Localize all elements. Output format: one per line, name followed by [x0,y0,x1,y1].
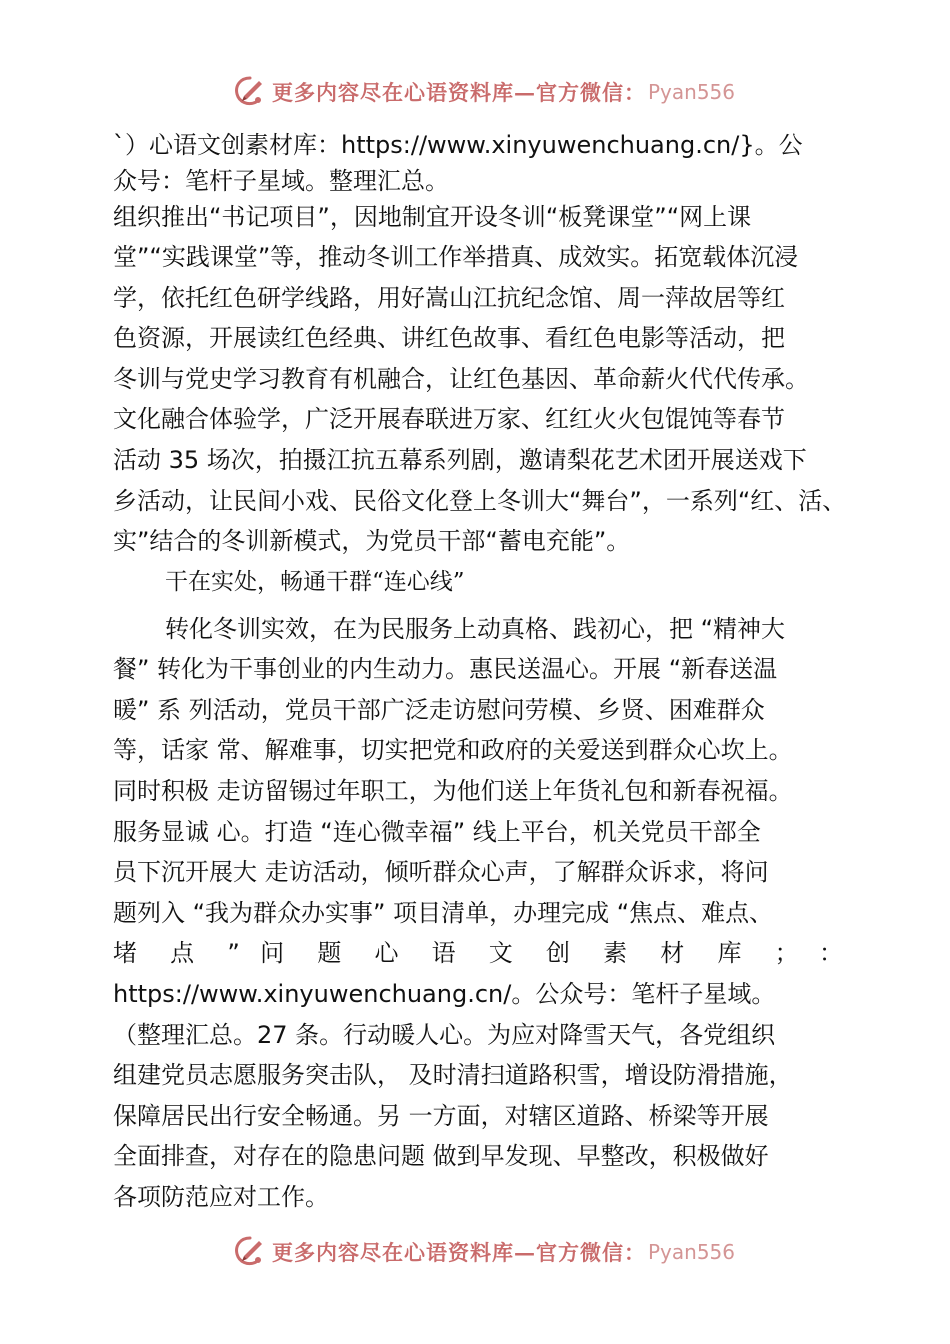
text-line: 组建党员志愿服务突击队， 及时清扫道路积雪，增设防滑措施， [113,1061,793,1089]
text-line: （整理汇总。27 条。行动暖人心。为应对降雪天气，各党组织 [113,1021,776,1049]
text-line: 活动 35 场次，拍摄江抗五幕系列剧，邀请梨花艺术团开展送戏下 [113,446,807,474]
text-line: 乡活动，让民间小戏、民俗文化登上冬训大“舞台”，一系列“红、活、 [113,487,847,515]
text-line: 全面排查，对存在的隐患问题 做到早发现、早整改，积极做好 [113,1142,769,1170]
text-line: 冬训与党史学习教育有机融合，让红色基因、革命薪火代代传承。 [113,365,809,393]
text-line: 组织推出“书记项目”，因地制宜开设冬训“板凳课堂”“网上课 [113,203,752,231]
header-watermark-banner [0,72,950,112]
text-line: 题列入 “我为群众办实事” 项目清单，办理完成 “焦点、难点、 [113,899,774,927]
text-line: 保障居民出行安全畅通。另 一方面，对辖区道路、桥梁等开展 [113,1102,769,1130]
banner-text: 更多内容尽在心语资料库—官方微信： [272,1240,646,1265]
text-line: 色资源，开展读红色经典、讲红色故事、看红色电影等活动，把 [113,324,785,352]
text-line: 堂”“实践课堂”等，推动冬训工作举措真、成效实。拓宽载体沉浸 [113,243,799,271]
footer-watermark-banner [0,1232,950,1272]
pen-swirl-logo-icon [232,74,268,110]
text-line: `）心语文创素材库：https://www.xinyuwenchuang.cn/}。公 [113,131,803,159]
text-line: 同时积极 走访留锡过年职工，为他们送上年货礼包和新春祝福。 [113,777,793,805]
text-line: 等，话家 常、解难事，切实把党和政府的关爱送到群众心坎上。 [113,736,793,764]
text-line: 暖” 系 列活动，党员干部广泛走访慰问劳模、乡贤、困难群众 [113,696,765,724]
section-heading: 干在实处，畅通干群“连心线” [165,569,465,595]
pen-swirl-logo-icon [232,1234,268,1270]
text-line: 餐” 转化为干事创业的内生动力。惠民送温心。开展 “新春送温 [113,655,778,683]
banner-wechat-id: Pyan556 [648,1240,736,1264]
text-line: 员下沉开展大 走访活动，倾听群众心声，了解群众诉求，将问 [113,858,769,886]
banner-wechat-id: Pyan556 [648,80,736,104]
text-line: 文化融合体验学，广泛开展春联进万家、红红火火包馄饨等春节 [113,405,785,433]
text-line: 转化冬训实效，在为民服务上动真格、践初心，把 “精神大 [165,615,786,643]
text-line: 服务显诚 心。打造 “连心微幸福” 线上平台，机关党员干部全 [113,818,761,846]
text-line: 众号：笔杆子星域。整理汇总。 [113,167,449,195]
text-line: 实”结合的冬训新模式，为党员干部“蓄电充能”。 [113,527,631,555]
text-line: 各项防范应对工作。 [113,1183,329,1211]
text-line: https://www.xinyuwenchuang.cn/。公众号：笔杆子星域。 [113,980,776,1008]
text-line: 学，依托红色研学线路，用好嵩山江抗纪念馆、周一萍故居等红 [113,284,785,312]
text-line: 堵 点 ” 问 题 心 语 文 创 素 材 库 ； ： [113,939,843,967]
banner-text: 更多内容尽在心语资料库—官方微信： [272,80,646,105]
